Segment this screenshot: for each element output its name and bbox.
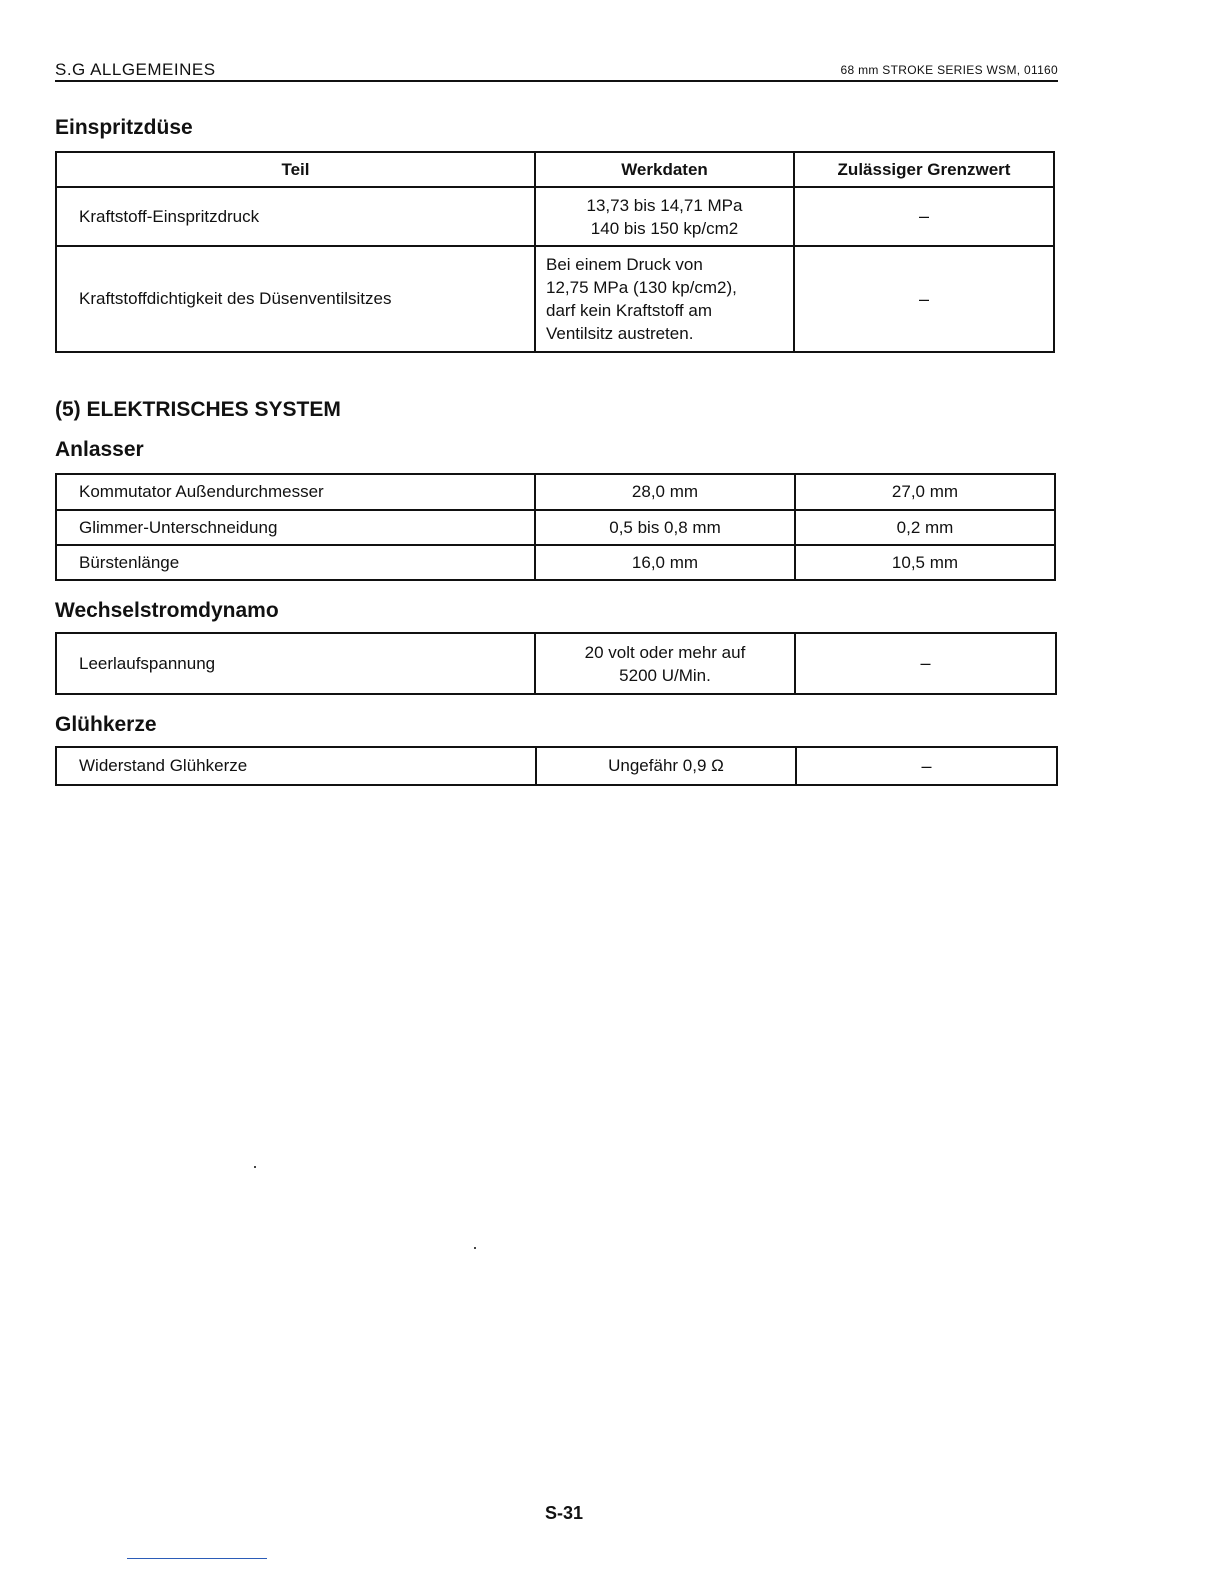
column-header-teil: Teil — [56, 152, 535, 187]
anlasser-table — [55, 473, 1056, 581]
column-header-grenzwert: Zulässiger Grenzwert — [794, 152, 1054, 187]
teil-cell: Kraftstoffdichtigkeit des Düsenventilsitzes — [56, 246, 535, 352]
werkdaten-cell: Ungefähr 0,9 Ω — [536, 747, 796, 785]
werkdaten-line: Ventilsitz austreten. — [546, 324, 694, 343]
teil-cell: Kommutator Außendurchmesser — [56, 474, 535, 510]
teil-cell: Leerlaufspannung — [56, 633, 535, 694]
werkdaten-line: 12,75 MPa (130 kp/cm2), — [546, 278, 737, 297]
einspritzduese-table — [55, 151, 1055, 353]
column-header-werkdaten: Werkdaten — [535, 152, 794, 187]
teil-cell: Bürstenlänge — [56, 545, 535, 580]
einspritzduese-heading: Einspritzdüse — [55, 116, 193, 139]
divider-line — [127, 1558, 267, 1559]
werkdaten-cell — [535, 246, 794, 352]
header-series-code: 68 mm STROKE SERIES WSM, 01160 — [840, 63, 1058, 77]
werkdaten-line: 20 volt oder mehr auf — [584, 642, 746, 662]
scan-speck — [254, 1166, 256, 1168]
table-row — [56, 474, 1055, 510]
dynamo-table — [55, 632, 1057, 695]
werkdaten-line: darf kein Kraftstoff am — [546, 301, 712, 320]
grenzwert-cell: – — [795, 633, 1056, 694]
teil-cell: Kraftstoff-Einspritzdruck — [56, 187, 535, 246]
grenzwert-cell: – — [794, 187, 1054, 246]
table-header-row — [56, 152, 1054, 187]
anlasser-heading: Anlasser — [55, 438, 144, 461]
table-row — [56, 747, 1057, 785]
dynamo-heading: Wechselstromdynamo — [55, 599, 279, 622]
table-row — [56, 633, 1056, 694]
werkdaten-line: 140 bis 150 kp/cm2 — [590, 218, 739, 238]
werkdaten-cell — [535, 633, 795, 694]
werkdaten-cell: 0,5 bis 0,8 mm — [535, 510, 795, 545]
werkdaten-cell: 16,0 mm — [535, 545, 795, 580]
table-row — [56, 510, 1055, 545]
table-row — [56, 246, 1054, 352]
gluehkerze-heading: Glühkerze — [55, 713, 157, 736]
grenzwert-cell: 10,5 mm — [795, 545, 1055, 580]
page-header — [55, 60, 1058, 82]
grenzwert-cell: – — [796, 747, 1057, 785]
teil-cell: Glimmer-Unterschneidung — [56, 510, 535, 545]
werkdaten-line: Bei einem Druck von — [546, 255, 703, 274]
scan-speck — [474, 1247, 476, 1249]
gluehkerze-table — [55, 746, 1058, 786]
werkdaten-cell: 28,0 mm — [535, 474, 795, 510]
teil-cell: Widerstand Glühkerze — [56, 747, 536, 785]
grenzwert-cell: – — [794, 246, 1054, 352]
table-row — [56, 187, 1054, 246]
header-section-title: S.G ALLGEMEINES — [55, 60, 216, 79]
page-number: S-31 — [545, 1503, 584, 1523]
grenzwert-cell: 0,2 mm — [795, 510, 1055, 545]
table-row — [56, 545, 1055, 580]
werkdaten-cell — [535, 187, 794, 246]
grenzwert-cell: 27,0 mm — [795, 474, 1055, 510]
werkdaten-line: 13,73 bis 14,71 MPa — [586, 195, 743, 215]
werkdaten-line: 5200 U/Min. — [619, 665, 711, 685]
elektrisch-section-heading: (5) ELEKTRISCHES SYSTEM — [55, 398, 341, 421]
